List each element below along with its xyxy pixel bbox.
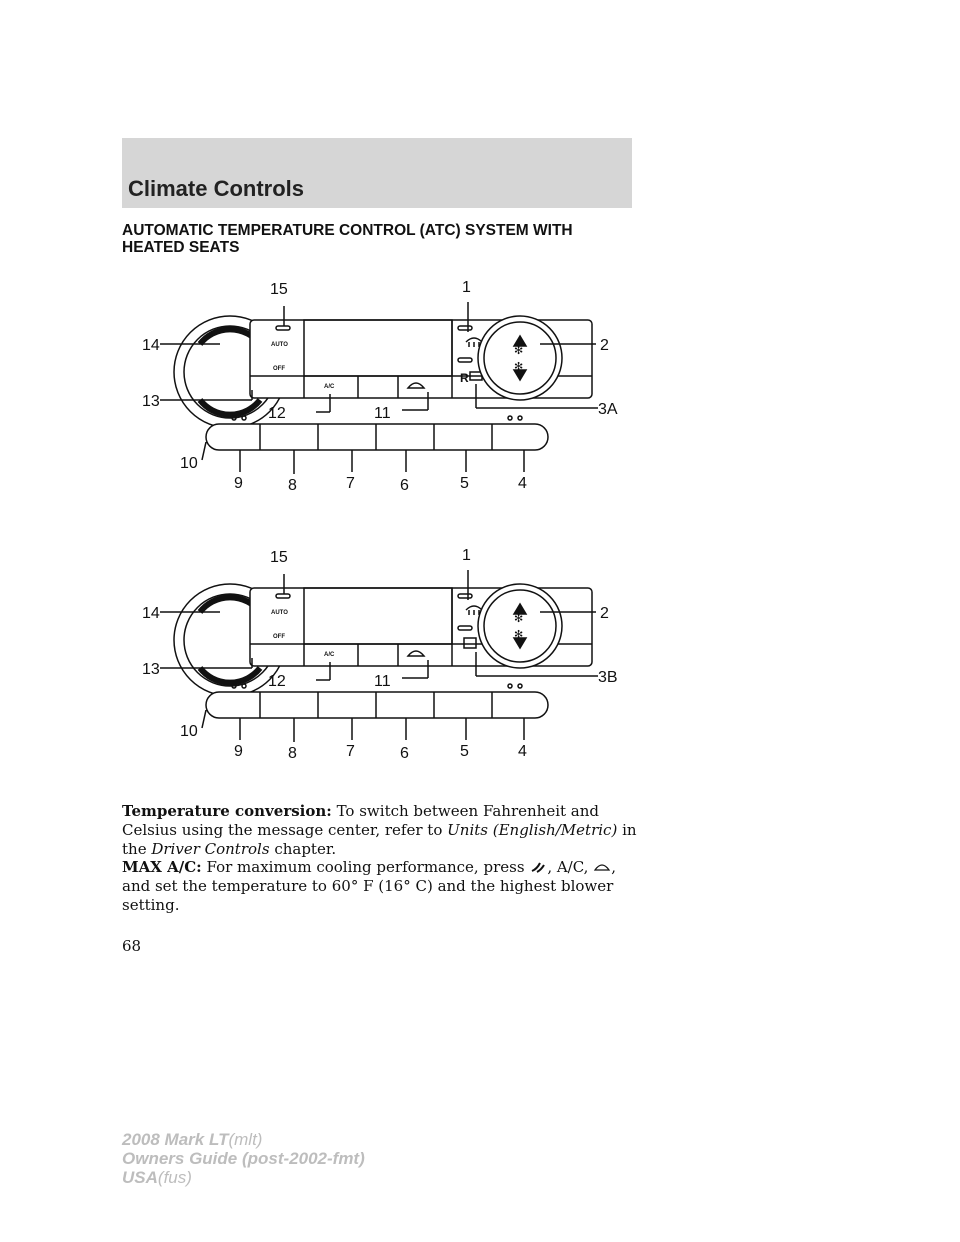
section-title bbox=[122, 222, 642, 256]
text-chapter: chapter. bbox=[274, 840, 337, 858]
auto-button-label: AUTO bbox=[271, 342, 288, 348]
footer-region-code: (fus) bbox=[157, 1168, 192, 1187]
temperature-conversion-paragraph bbox=[122, 802, 642, 859]
callout-6: 6 bbox=[400, 477, 409, 494]
footer-guide: Owners Guide (post-2002-fmt) bbox=[122, 1149, 365, 1168]
section-title-line1: AUTOMATIC TEMPERATURE CONTROL (ATC) SYSTEM WITH bbox=[122, 222, 573, 239]
callout-6: 6 bbox=[400, 745, 409, 762]
max-ac-text-ac: , A/C, bbox=[547, 858, 589, 876]
callout-2: 2 bbox=[600, 337, 609, 354]
fan-icon: ✻ bbox=[514, 360, 524, 373]
callout-1: 1 bbox=[462, 547, 471, 564]
fan-icon: ✻ bbox=[514, 628, 524, 641]
callout-2: 2 bbox=[600, 605, 609, 622]
callout-12: 12 bbox=[268, 405, 286, 422]
callout-1: 1 bbox=[462, 279, 471, 296]
fan-icon: ✻ bbox=[514, 612, 524, 625]
callout-4: 4 bbox=[518, 743, 527, 760]
panel-vent-icon bbox=[529, 860, 547, 874]
rear-defrost-r-label: R bbox=[460, 371, 469, 385]
ac-button-label: A/C bbox=[324, 652, 335, 658]
footer bbox=[122, 1130, 365, 1187]
callout-3b: 3B bbox=[598, 669, 618, 686]
max-ac-text-end: , and set the temperature to 60° F (16° C) and the highest blower setting. bbox=[122, 858, 617, 914]
callout-15: 15 bbox=[270, 549, 288, 566]
page-number: 68 bbox=[122, 937, 142, 955]
max-ac-paragraph bbox=[122, 858, 642, 915]
callout-4: 4 bbox=[518, 475, 527, 492]
auto-button-label: AUTO bbox=[271, 610, 288, 616]
callout-13: 13 bbox=[142, 661, 160, 678]
temperature-conversion-label: Temperature conversion: bbox=[122, 802, 332, 820]
callout-5: 5 bbox=[460, 743, 469, 760]
temperature-conversion-text: To switch between Fahrenheit and Celsius using the message center, refer to bbox=[122, 802, 599, 839]
off-button-label: OFF bbox=[273, 634, 285, 640]
callout-11: 11 bbox=[374, 673, 391, 690]
callout-9: 9 bbox=[234, 475, 243, 492]
off-button-label: OFF bbox=[273, 366, 285, 372]
section-title-line2: HEATED SEATS bbox=[122, 239, 240, 256]
callout-12: 12 bbox=[268, 673, 286, 690]
fan-icon: ✻ bbox=[514, 344, 524, 357]
callout-14: 14 bbox=[142, 605, 160, 622]
callout-3a: 3A bbox=[598, 401, 618, 418]
atc-diagram-3a bbox=[140, 272, 640, 502]
atc-diagram-3b bbox=[140, 540, 640, 770]
callout-7: 7 bbox=[346, 475, 355, 492]
callout-15: 15 bbox=[270, 281, 288, 298]
max-ac-text: For maximum cooling performance, press bbox=[206, 858, 525, 876]
mode-button-bar bbox=[206, 692, 548, 718]
callout-7: 7 bbox=[346, 743, 355, 760]
callout-8: 8 bbox=[288, 477, 297, 494]
units-reference: Units (English/Metric) bbox=[447, 821, 618, 839]
callout-10: 10 bbox=[180, 723, 198, 740]
mode-button-bar bbox=[206, 424, 548, 450]
text-in-the: in the bbox=[122, 821, 637, 858]
callout-9: 9 bbox=[234, 743, 243, 760]
callout-13: 13 bbox=[142, 393, 160, 410]
footer-model: 2008 Mark LT bbox=[122, 1130, 229, 1149]
callout-10: 10 bbox=[180, 455, 198, 472]
ac-button-label: A/C bbox=[324, 384, 335, 390]
footer-model-code: (mlt) bbox=[228, 1130, 263, 1149]
callout-5: 5 bbox=[460, 475, 469, 492]
footer-region: USA bbox=[122, 1168, 158, 1187]
callout-14: 14 bbox=[142, 337, 160, 354]
page-header-title: Climate Controls bbox=[128, 176, 305, 201]
fan-speed-dial bbox=[478, 316, 562, 400]
fan-speed-dial bbox=[478, 584, 562, 668]
callout-8: 8 bbox=[288, 745, 297, 762]
driver-controls-reference: Driver Controls bbox=[151, 840, 270, 858]
callout-11: 11 bbox=[374, 405, 391, 422]
max-ac-label: MAX A/C: bbox=[122, 858, 202, 876]
recirculation-icon bbox=[593, 860, 611, 874]
